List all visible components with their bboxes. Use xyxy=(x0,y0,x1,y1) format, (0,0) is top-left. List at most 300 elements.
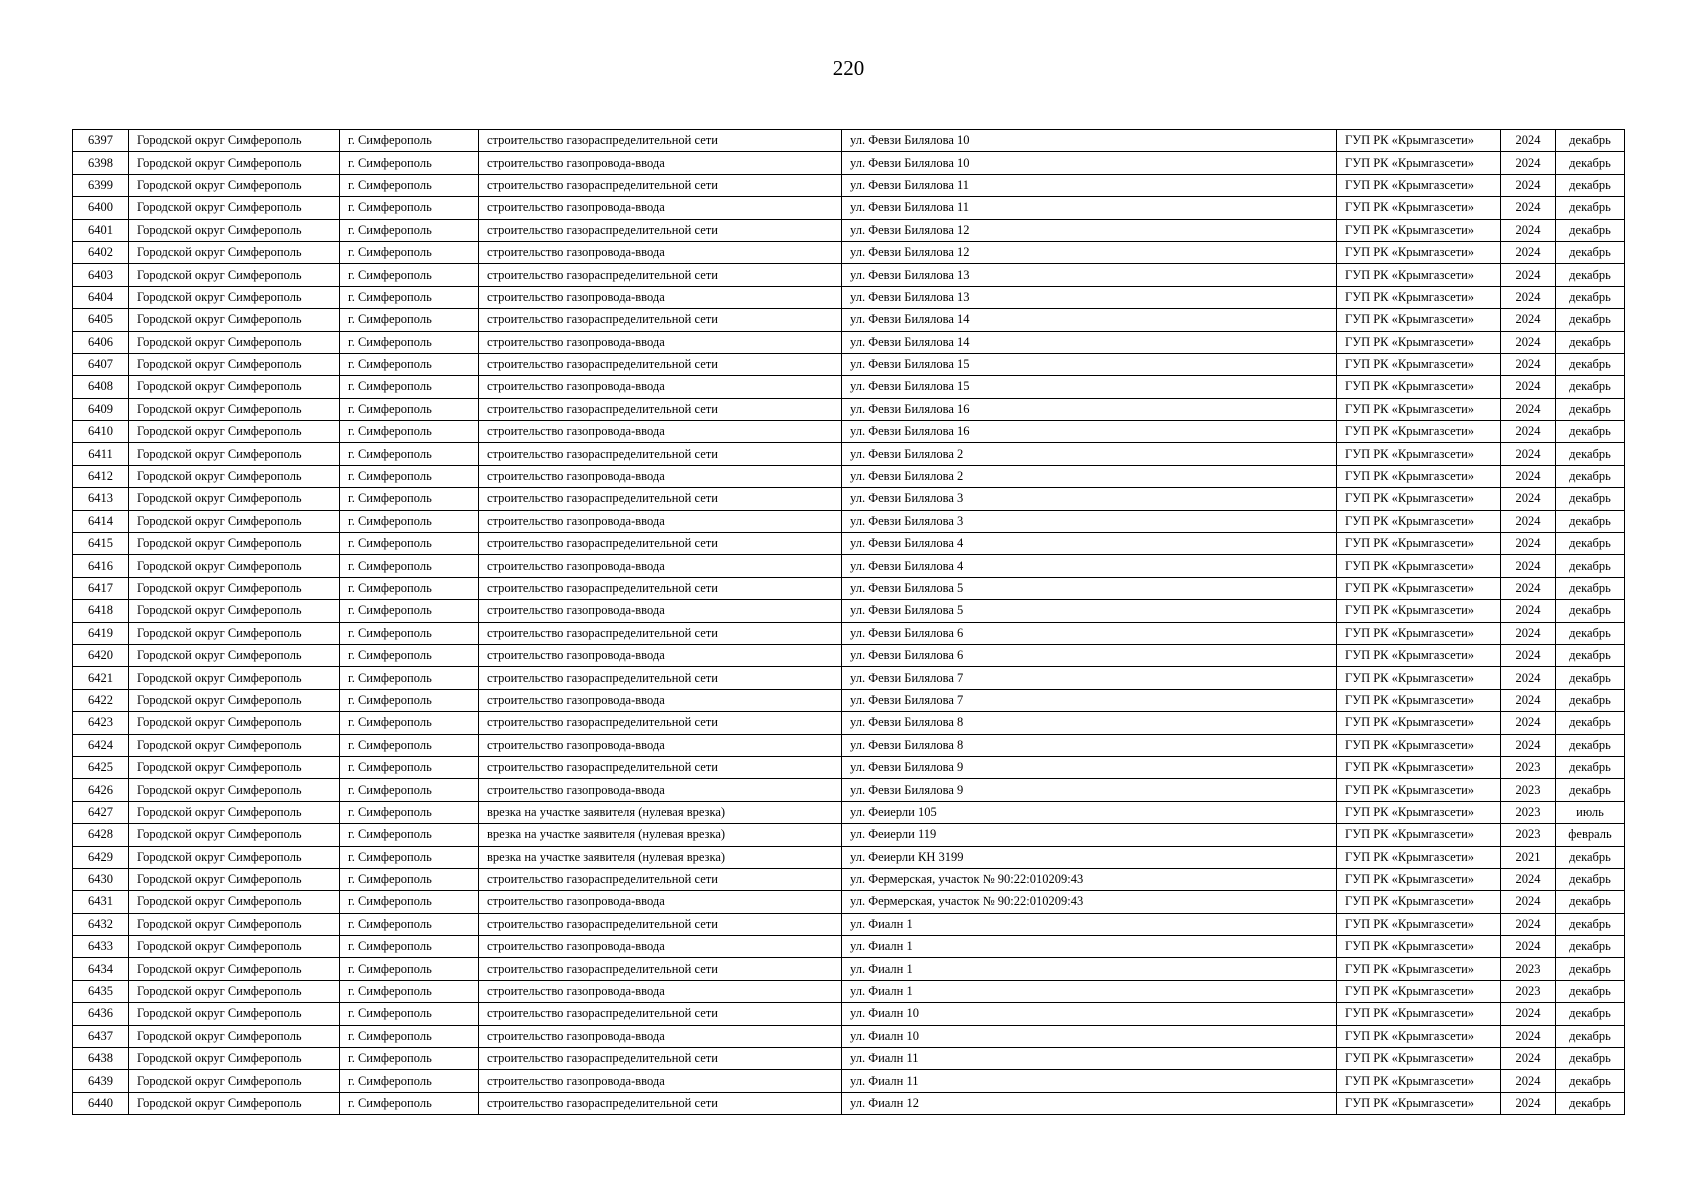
city-cell: г. Симферополь xyxy=(340,443,479,465)
address-cell: ул. Февзи Билялова 10 xyxy=(842,130,1337,152)
district-cell: Городской округ Симферополь xyxy=(129,689,340,711)
table-row xyxy=(73,756,1625,778)
year-cell: 2024 xyxy=(1501,891,1556,913)
month-cell: декабрь xyxy=(1556,1092,1625,1114)
month-cell: декабрь xyxy=(1556,376,1625,398)
city-cell: г. Симферополь xyxy=(340,376,479,398)
city-cell: г. Симферополь xyxy=(340,1048,479,1070)
address-cell: ул. Фиалн 10 xyxy=(842,1025,1337,1047)
table-row xyxy=(73,488,1625,510)
year-cell: 2024 xyxy=(1501,577,1556,599)
month-cell: декабрь xyxy=(1556,913,1625,935)
table-row xyxy=(73,600,1625,622)
address-cell: ул. Февзи Билялова 14 xyxy=(842,309,1337,331)
operator-cell: ГУП РК «Крымгазсети» xyxy=(1337,465,1501,487)
table-row xyxy=(73,376,1625,398)
district-cell: Городской округ Симферополь xyxy=(129,622,340,644)
work-type-cell: врезка на участке заявителя (нулевая врезка) xyxy=(479,801,842,823)
district-cell: Городской округ Симферополь xyxy=(129,824,340,846)
work-type-cell: строительство газораспределительной сети xyxy=(479,1092,842,1114)
year-cell: 2024 xyxy=(1501,130,1556,152)
row-number: 6434 xyxy=(73,958,129,980)
operator-cell: ГУП РК «Крымгазсети» xyxy=(1337,533,1501,555)
table-row xyxy=(73,622,1625,644)
city-cell: г. Симферополь xyxy=(340,712,479,734)
table-row xyxy=(73,264,1625,286)
year-cell: 2024 xyxy=(1501,533,1556,555)
month-cell: декабрь xyxy=(1556,891,1625,913)
row-number: 6408 xyxy=(73,376,129,398)
table-row xyxy=(73,1025,1625,1047)
year-cell: 2024 xyxy=(1501,510,1556,532)
address-cell: ул. Февзи Билялова 8 xyxy=(842,734,1337,756)
address-cell: ул. Февзи Билялова 7 xyxy=(842,667,1337,689)
address-cell: ул. Фиалн 1 xyxy=(842,913,1337,935)
row-number: 6424 xyxy=(73,734,129,756)
year-cell: 2023 xyxy=(1501,801,1556,823)
table-row xyxy=(73,241,1625,263)
work-type-cell: строительство газораспределительной сети xyxy=(479,398,842,420)
city-cell: г. Симферополь xyxy=(340,152,479,174)
month-cell: декабрь xyxy=(1556,689,1625,711)
row-number: 6411 xyxy=(73,443,129,465)
operator-cell: ГУП РК «Крымгазсети» xyxy=(1337,891,1501,913)
operator-cell: ГУП РК «Крымгазсети» xyxy=(1337,1070,1501,1092)
table-row xyxy=(73,510,1625,532)
work-type-cell: строительство газораспределительной сети xyxy=(479,1048,842,1070)
table-row xyxy=(73,331,1625,353)
work-type-cell: врезка на участке заявителя (нулевая врезка) xyxy=(479,824,842,846)
city-cell: г. Симферополь xyxy=(340,846,479,868)
address-cell: ул. Февзи Билялова 7 xyxy=(842,689,1337,711)
month-cell: декабрь xyxy=(1556,846,1625,868)
work-type-cell: строительство газораспределительной сети xyxy=(479,130,842,152)
year-cell: 2024 xyxy=(1501,667,1556,689)
month-cell: декабрь xyxy=(1556,264,1625,286)
row-number: 6410 xyxy=(73,421,129,443)
district-cell: Городской округ Симферополь xyxy=(129,1048,340,1070)
year-cell: 2024 xyxy=(1501,488,1556,510)
year-cell: 2024 xyxy=(1501,913,1556,935)
district-cell: Городской округ Симферополь xyxy=(129,219,340,241)
district-cell: Городской округ Симферополь xyxy=(129,286,340,308)
year-cell: 2024 xyxy=(1501,353,1556,375)
work-type-cell: строительство газораспределительной сети xyxy=(479,913,842,935)
work-type-cell: строительство газопровода-ввода xyxy=(479,331,842,353)
work-type-cell: строительство газораспределительной сети xyxy=(479,756,842,778)
city-cell: г. Симферополь xyxy=(340,801,479,823)
city-cell: г. Симферополь xyxy=(340,398,479,420)
row-number: 6412 xyxy=(73,465,129,487)
address-cell: ул. Февзи Билялова 10 xyxy=(842,152,1337,174)
year-cell: 2024 xyxy=(1501,1092,1556,1114)
row-number: 6417 xyxy=(73,577,129,599)
district-cell: Городской округ Симферополь xyxy=(129,130,340,152)
year-cell: 2024 xyxy=(1501,936,1556,958)
operator-cell: ГУП РК «Крымгазсети» xyxy=(1337,1025,1501,1047)
year-cell: 2023 xyxy=(1501,779,1556,801)
operator-cell: ГУП РК «Крымгазсети» xyxy=(1337,667,1501,689)
city-cell: г. Симферополь xyxy=(340,936,479,958)
month-cell: декабрь xyxy=(1556,667,1625,689)
year-cell: 2024 xyxy=(1501,600,1556,622)
city-cell: г. Симферополь xyxy=(340,980,479,1002)
address-cell: ул. Февзи Билялова 5 xyxy=(842,600,1337,622)
month-cell: декабрь xyxy=(1556,936,1625,958)
year-cell: 2021 xyxy=(1501,846,1556,868)
operator-cell: ГУП РК «Крымгазсети» xyxy=(1337,846,1501,868)
month-cell: декабрь xyxy=(1556,1003,1625,1025)
row-number: 6428 xyxy=(73,824,129,846)
work-type-cell: строительство газораспределительной сети xyxy=(479,443,842,465)
row-number: 6414 xyxy=(73,510,129,532)
city-cell: г. Симферополь xyxy=(340,958,479,980)
table-row xyxy=(73,130,1625,152)
operator-cell: ГУП РК «Крымгазсети» xyxy=(1337,152,1501,174)
district-cell: Городской округ Симферополь xyxy=(129,913,340,935)
district-cell: Городской округ Симферополь xyxy=(129,667,340,689)
work-type-cell: строительство газопровода-ввода xyxy=(479,891,842,913)
work-type-cell: строительство газораспределительной сети xyxy=(479,577,842,599)
address-cell: ул. Февзи Билялова 16 xyxy=(842,421,1337,443)
district-cell: Городской округ Симферополь xyxy=(129,936,340,958)
address-cell: ул. Февзи Билялова 6 xyxy=(842,644,1337,666)
work-type-cell: строительство газопровода-ввода xyxy=(479,980,842,1002)
address-cell: ул. Февзи Билялова 4 xyxy=(842,555,1337,577)
address-cell: ул. Фиалн 11 xyxy=(842,1048,1337,1070)
table-row xyxy=(73,174,1625,196)
row-number: 6423 xyxy=(73,712,129,734)
operator-cell: ГУП РК «Крымгазсети» xyxy=(1337,980,1501,1002)
table-row xyxy=(73,801,1625,823)
address-cell: ул. Февзи Билялова 12 xyxy=(842,219,1337,241)
work-type-cell: строительство газопровода-ввода xyxy=(479,734,842,756)
address-cell: ул. Февзи Билялова 14 xyxy=(842,331,1337,353)
work-type-cell: строительство газораспределительной сети xyxy=(479,622,842,644)
district-cell: Городской округ Симферополь xyxy=(129,779,340,801)
month-cell: декабрь xyxy=(1556,197,1625,219)
table-row xyxy=(73,152,1625,174)
district-cell: Городской округ Симферополь xyxy=(129,510,340,532)
operator-cell: ГУП РК «Крымгазсети» xyxy=(1337,421,1501,443)
district-cell: Городской округ Симферополь xyxy=(129,152,340,174)
city-cell: г. Симферополь xyxy=(340,241,479,263)
row-number: 6430 xyxy=(73,868,129,890)
work-type-cell: строительство газопровода-ввода xyxy=(479,152,842,174)
city-cell: г. Симферополь xyxy=(340,913,479,935)
year-cell: 2024 xyxy=(1501,712,1556,734)
operator-cell: ГУП РК «Крымгазсети» xyxy=(1337,174,1501,196)
row-number: 6415 xyxy=(73,533,129,555)
address-cell: ул. Февзи Билялова 3 xyxy=(842,488,1337,510)
year-cell: 2024 xyxy=(1501,152,1556,174)
operator-cell: ГУП РК «Крымгазсети» xyxy=(1337,1092,1501,1114)
address-cell: ул. Фермерская, участок № 90:22:010209:43 xyxy=(842,868,1337,890)
city-cell: г. Симферополь xyxy=(340,533,479,555)
address-cell: ул. Февзи Билялова 16 xyxy=(842,398,1337,420)
operator-cell: ГУП РК «Крымгазсети» xyxy=(1337,309,1501,331)
city-cell: г. Симферополь xyxy=(340,1092,479,1114)
city-cell: г. Симферополь xyxy=(340,510,479,532)
table-row xyxy=(73,913,1625,935)
table-row xyxy=(73,398,1625,420)
year-cell: 2023 xyxy=(1501,824,1556,846)
work-type-cell: строительство газопровода-ввода xyxy=(479,510,842,532)
row-number: 6435 xyxy=(73,980,129,1002)
month-cell: июль xyxy=(1556,801,1625,823)
year-cell: 2024 xyxy=(1501,331,1556,353)
work-type-cell: строительство газопровода-ввода xyxy=(479,197,842,219)
month-cell: февраль xyxy=(1556,824,1625,846)
year-cell: 2024 xyxy=(1501,734,1556,756)
operator-cell: ГУП РК «Крымгазсети» xyxy=(1337,197,1501,219)
row-number: 6419 xyxy=(73,622,129,644)
work-type-cell: строительство газораспределительной сети xyxy=(479,667,842,689)
year-cell: 2024 xyxy=(1501,398,1556,420)
address-cell: ул. Февзи Билялова 6 xyxy=(842,622,1337,644)
month-cell: декабрь xyxy=(1556,734,1625,756)
table-row xyxy=(73,846,1625,868)
district-cell: Городской округ Симферополь xyxy=(129,465,340,487)
row-number: 6406 xyxy=(73,331,129,353)
operator-cell: ГУП РК «Крымгазсети» xyxy=(1337,779,1501,801)
row-number: 6400 xyxy=(73,197,129,219)
operator-cell: ГУП РК «Крымгазсети» xyxy=(1337,868,1501,890)
district-cell: Городской округ Симферополь xyxy=(129,421,340,443)
row-number: 6421 xyxy=(73,667,129,689)
operator-cell: ГУП РК «Крымгазсети» xyxy=(1337,577,1501,599)
district-cell: Городской округ Симферополь xyxy=(129,241,340,263)
year-cell: 2024 xyxy=(1501,309,1556,331)
month-cell: декабрь xyxy=(1556,1048,1625,1070)
operator-cell: ГУП РК «Крымгазсети» xyxy=(1337,756,1501,778)
row-number: 6413 xyxy=(73,488,129,510)
work-type-cell: строительство газопровода-ввода xyxy=(479,600,842,622)
operator-cell: ГУП РК «Крымгазсети» xyxy=(1337,734,1501,756)
operator-cell: ГУП РК «Крымгазсети» xyxy=(1337,622,1501,644)
year-cell: 2024 xyxy=(1501,241,1556,263)
operator-cell: ГУП РК «Крымгазсети» xyxy=(1337,376,1501,398)
work-type-cell: строительство газораспределительной сети xyxy=(479,488,842,510)
table-row xyxy=(73,421,1625,443)
address-cell: ул. Феиерли 105 xyxy=(842,801,1337,823)
address-cell: ул. Феиерли 119 xyxy=(842,824,1337,846)
address-cell: ул. Фиалн 1 xyxy=(842,936,1337,958)
city-cell: г. Симферополь xyxy=(340,577,479,599)
operator-cell: ГУП РК «Крымгазсети» xyxy=(1337,219,1501,241)
city-cell: г. Симферополь xyxy=(340,1003,479,1025)
table-row xyxy=(73,353,1625,375)
operator-cell: ГУП РК «Крымгазсети» xyxy=(1337,331,1501,353)
month-cell: декабрь xyxy=(1556,958,1625,980)
district-cell: Городской округ Симферополь xyxy=(129,1025,340,1047)
month-cell: декабрь xyxy=(1556,555,1625,577)
month-cell: декабрь xyxy=(1556,868,1625,890)
district-cell: Городской округ Симферополь xyxy=(129,980,340,1002)
work-type-cell: строительство газопровода-ввода xyxy=(479,286,842,308)
work-type-cell: строительство газопровода-ввода xyxy=(479,376,842,398)
operator-cell: ГУП РК «Крымгазсети» xyxy=(1337,936,1501,958)
city-cell: г. Симферополь xyxy=(340,197,479,219)
work-type-cell: строительство газораспределительной сети xyxy=(479,958,842,980)
district-cell: Городской округ Симферополь xyxy=(129,264,340,286)
month-cell: декабрь xyxy=(1556,488,1625,510)
year-cell: 2024 xyxy=(1501,443,1556,465)
row-number: 6436 xyxy=(73,1003,129,1025)
work-type-cell: строительство газопровода-ввода xyxy=(479,555,842,577)
row-number: 6433 xyxy=(73,936,129,958)
row-number: 6420 xyxy=(73,644,129,666)
district-cell: Городской округ Симферополь xyxy=(129,398,340,420)
table-row xyxy=(73,644,1625,666)
year-cell: 2024 xyxy=(1501,376,1556,398)
operator-cell: ГУП РК «Крымгазсети» xyxy=(1337,600,1501,622)
work-type-cell: строительство газопровода-ввода xyxy=(479,644,842,666)
table-row xyxy=(73,667,1625,689)
city-cell: г. Симферополь xyxy=(340,824,479,846)
year-cell: 2023 xyxy=(1501,980,1556,1002)
address-cell: ул. Февзи Билялова 8 xyxy=(842,712,1337,734)
city-cell: г. Симферополь xyxy=(340,868,479,890)
table-row xyxy=(73,197,1625,219)
table-row xyxy=(73,824,1625,846)
month-cell: декабрь xyxy=(1556,443,1625,465)
address-cell: ул. Февзи Билялова 11 xyxy=(842,174,1337,196)
operator-cell: ГУП РК «Крымгазсети» xyxy=(1337,241,1501,263)
address-cell: ул. Фиалн 11 xyxy=(842,1070,1337,1092)
row-number: 6439 xyxy=(73,1070,129,1092)
table-row xyxy=(73,712,1625,734)
month-cell: декабрь xyxy=(1556,756,1625,778)
district-cell: Городской округ Симферополь xyxy=(129,309,340,331)
table-row xyxy=(73,689,1625,711)
month-cell: декабрь xyxy=(1556,577,1625,599)
address-cell: ул. Февзи Билялова 9 xyxy=(842,756,1337,778)
table-row xyxy=(73,891,1625,913)
city-cell: г. Симферополь xyxy=(340,689,479,711)
district-cell: Городской округ Симферополь xyxy=(129,958,340,980)
district-cell: Городской округ Симферополь xyxy=(129,644,340,666)
city-cell: г. Симферополь xyxy=(340,219,479,241)
row-number: 6422 xyxy=(73,689,129,711)
year-cell: 2024 xyxy=(1501,644,1556,666)
address-cell: ул. Февзи Билялова 13 xyxy=(842,286,1337,308)
address-cell: ул. Фиалн 1 xyxy=(842,958,1337,980)
table-row xyxy=(73,286,1625,308)
work-type-cell: строительство газораспределительной сети xyxy=(479,712,842,734)
address-cell: ул. Февзи Билялова 15 xyxy=(842,376,1337,398)
year-cell: 2024 xyxy=(1501,1025,1556,1047)
operator-cell: ГУП РК «Крымгазсети» xyxy=(1337,555,1501,577)
district-cell: Городской округ Симферополь xyxy=(129,891,340,913)
operator-cell: ГУП РК «Крымгазсети» xyxy=(1337,913,1501,935)
month-cell: декабрь xyxy=(1556,600,1625,622)
month-cell: декабрь xyxy=(1556,510,1625,532)
month-cell: декабрь xyxy=(1556,779,1625,801)
month-cell: декабрь xyxy=(1556,398,1625,420)
work-type-cell: строительство газопровода-ввода xyxy=(479,779,842,801)
address-cell: ул. Февзи Билялова 2 xyxy=(842,443,1337,465)
city-cell: г. Симферополь xyxy=(340,465,479,487)
city-cell: г. Симферополь xyxy=(340,174,479,196)
year-cell: 2023 xyxy=(1501,958,1556,980)
address-cell: ул. Февзи Билялова 4 xyxy=(842,533,1337,555)
city-cell: г. Симферополь xyxy=(340,891,479,913)
year-cell: 2024 xyxy=(1501,622,1556,644)
month-cell: декабрь xyxy=(1556,644,1625,666)
month-cell: декабрь xyxy=(1556,622,1625,644)
operator-cell: ГУП РК «Крымгазсети» xyxy=(1337,644,1501,666)
table-row xyxy=(73,309,1625,331)
address-cell: ул. Февзи Билялова 5 xyxy=(842,577,1337,599)
row-number: 6403 xyxy=(73,264,129,286)
city-cell: г. Симферополь xyxy=(340,779,479,801)
month-cell: декабрь xyxy=(1556,353,1625,375)
operator-cell: ГУП РК «Крымгазсети» xyxy=(1337,510,1501,532)
address-cell: ул. Феиерли КН 3199 xyxy=(842,846,1337,868)
year-cell: 2024 xyxy=(1501,1003,1556,1025)
row-number: 6401 xyxy=(73,219,129,241)
month-cell: декабрь xyxy=(1556,241,1625,263)
row-number: 6432 xyxy=(73,913,129,935)
table-row xyxy=(73,980,1625,1002)
district-cell: Городской округ Симферополь xyxy=(129,533,340,555)
page-number: 220 xyxy=(832,56,865,80)
district-cell: Городской округ Симферополь xyxy=(129,712,340,734)
month-cell: декабрь xyxy=(1556,1025,1625,1047)
district-cell: Городской округ Симферополь xyxy=(129,443,340,465)
row-number: 6438 xyxy=(73,1048,129,1070)
operator-cell: ГУП РК «Крымгазсети» xyxy=(1337,353,1501,375)
table-row xyxy=(73,465,1625,487)
work-type-cell: строительство газопровода-ввода xyxy=(479,465,842,487)
year-cell: 2024 xyxy=(1501,286,1556,308)
district-cell: Городской округ Симферополь xyxy=(129,331,340,353)
address-cell: ул. Фиалн 12 xyxy=(842,1092,1337,1114)
row-number: 6407 xyxy=(73,353,129,375)
operator-cell: ГУП РК «Крымгазсети» xyxy=(1337,689,1501,711)
district-cell: Городской округ Симферополь xyxy=(129,846,340,868)
row-number: 6404 xyxy=(73,286,129,308)
row-number: 6409 xyxy=(73,398,129,420)
address-cell: ул. Февзи Билялова 3 xyxy=(842,510,1337,532)
table-row xyxy=(73,219,1625,241)
operator-cell: ГУП РК «Крымгазсети» xyxy=(1337,398,1501,420)
work-type-cell: строительство газораспределительной сети xyxy=(479,1003,842,1025)
district-cell: Городской округ Симферополь xyxy=(129,801,340,823)
city-cell: г. Симферополь xyxy=(340,667,479,689)
row-number: 6399 xyxy=(73,174,129,196)
row-number: 6418 xyxy=(73,600,129,622)
month-cell: декабрь xyxy=(1556,421,1625,443)
table-row xyxy=(73,555,1625,577)
table-row xyxy=(73,1070,1625,1092)
city-cell: г. Симферополь xyxy=(340,1025,479,1047)
row-number: 6402 xyxy=(73,241,129,263)
city-cell: г. Симферополь xyxy=(340,1070,479,1092)
operator-cell: ГУП РК «Крымгазсети» xyxy=(1337,130,1501,152)
month-cell: декабрь xyxy=(1556,152,1625,174)
city-cell: г. Симферополь xyxy=(340,353,479,375)
operator-cell: ГУП РК «Крымгазсети» xyxy=(1337,488,1501,510)
work-type-cell: врезка на участке заявителя (нулевая врезка) xyxy=(479,846,842,868)
work-type-cell: строительство газопровода-ввода xyxy=(479,241,842,263)
registry-table xyxy=(72,129,1625,1115)
city-cell: г. Симферополь xyxy=(340,600,479,622)
work-type-cell: строительство газораспределительной сети xyxy=(479,264,842,286)
year-cell: 2024 xyxy=(1501,465,1556,487)
table-row xyxy=(73,1003,1625,1025)
